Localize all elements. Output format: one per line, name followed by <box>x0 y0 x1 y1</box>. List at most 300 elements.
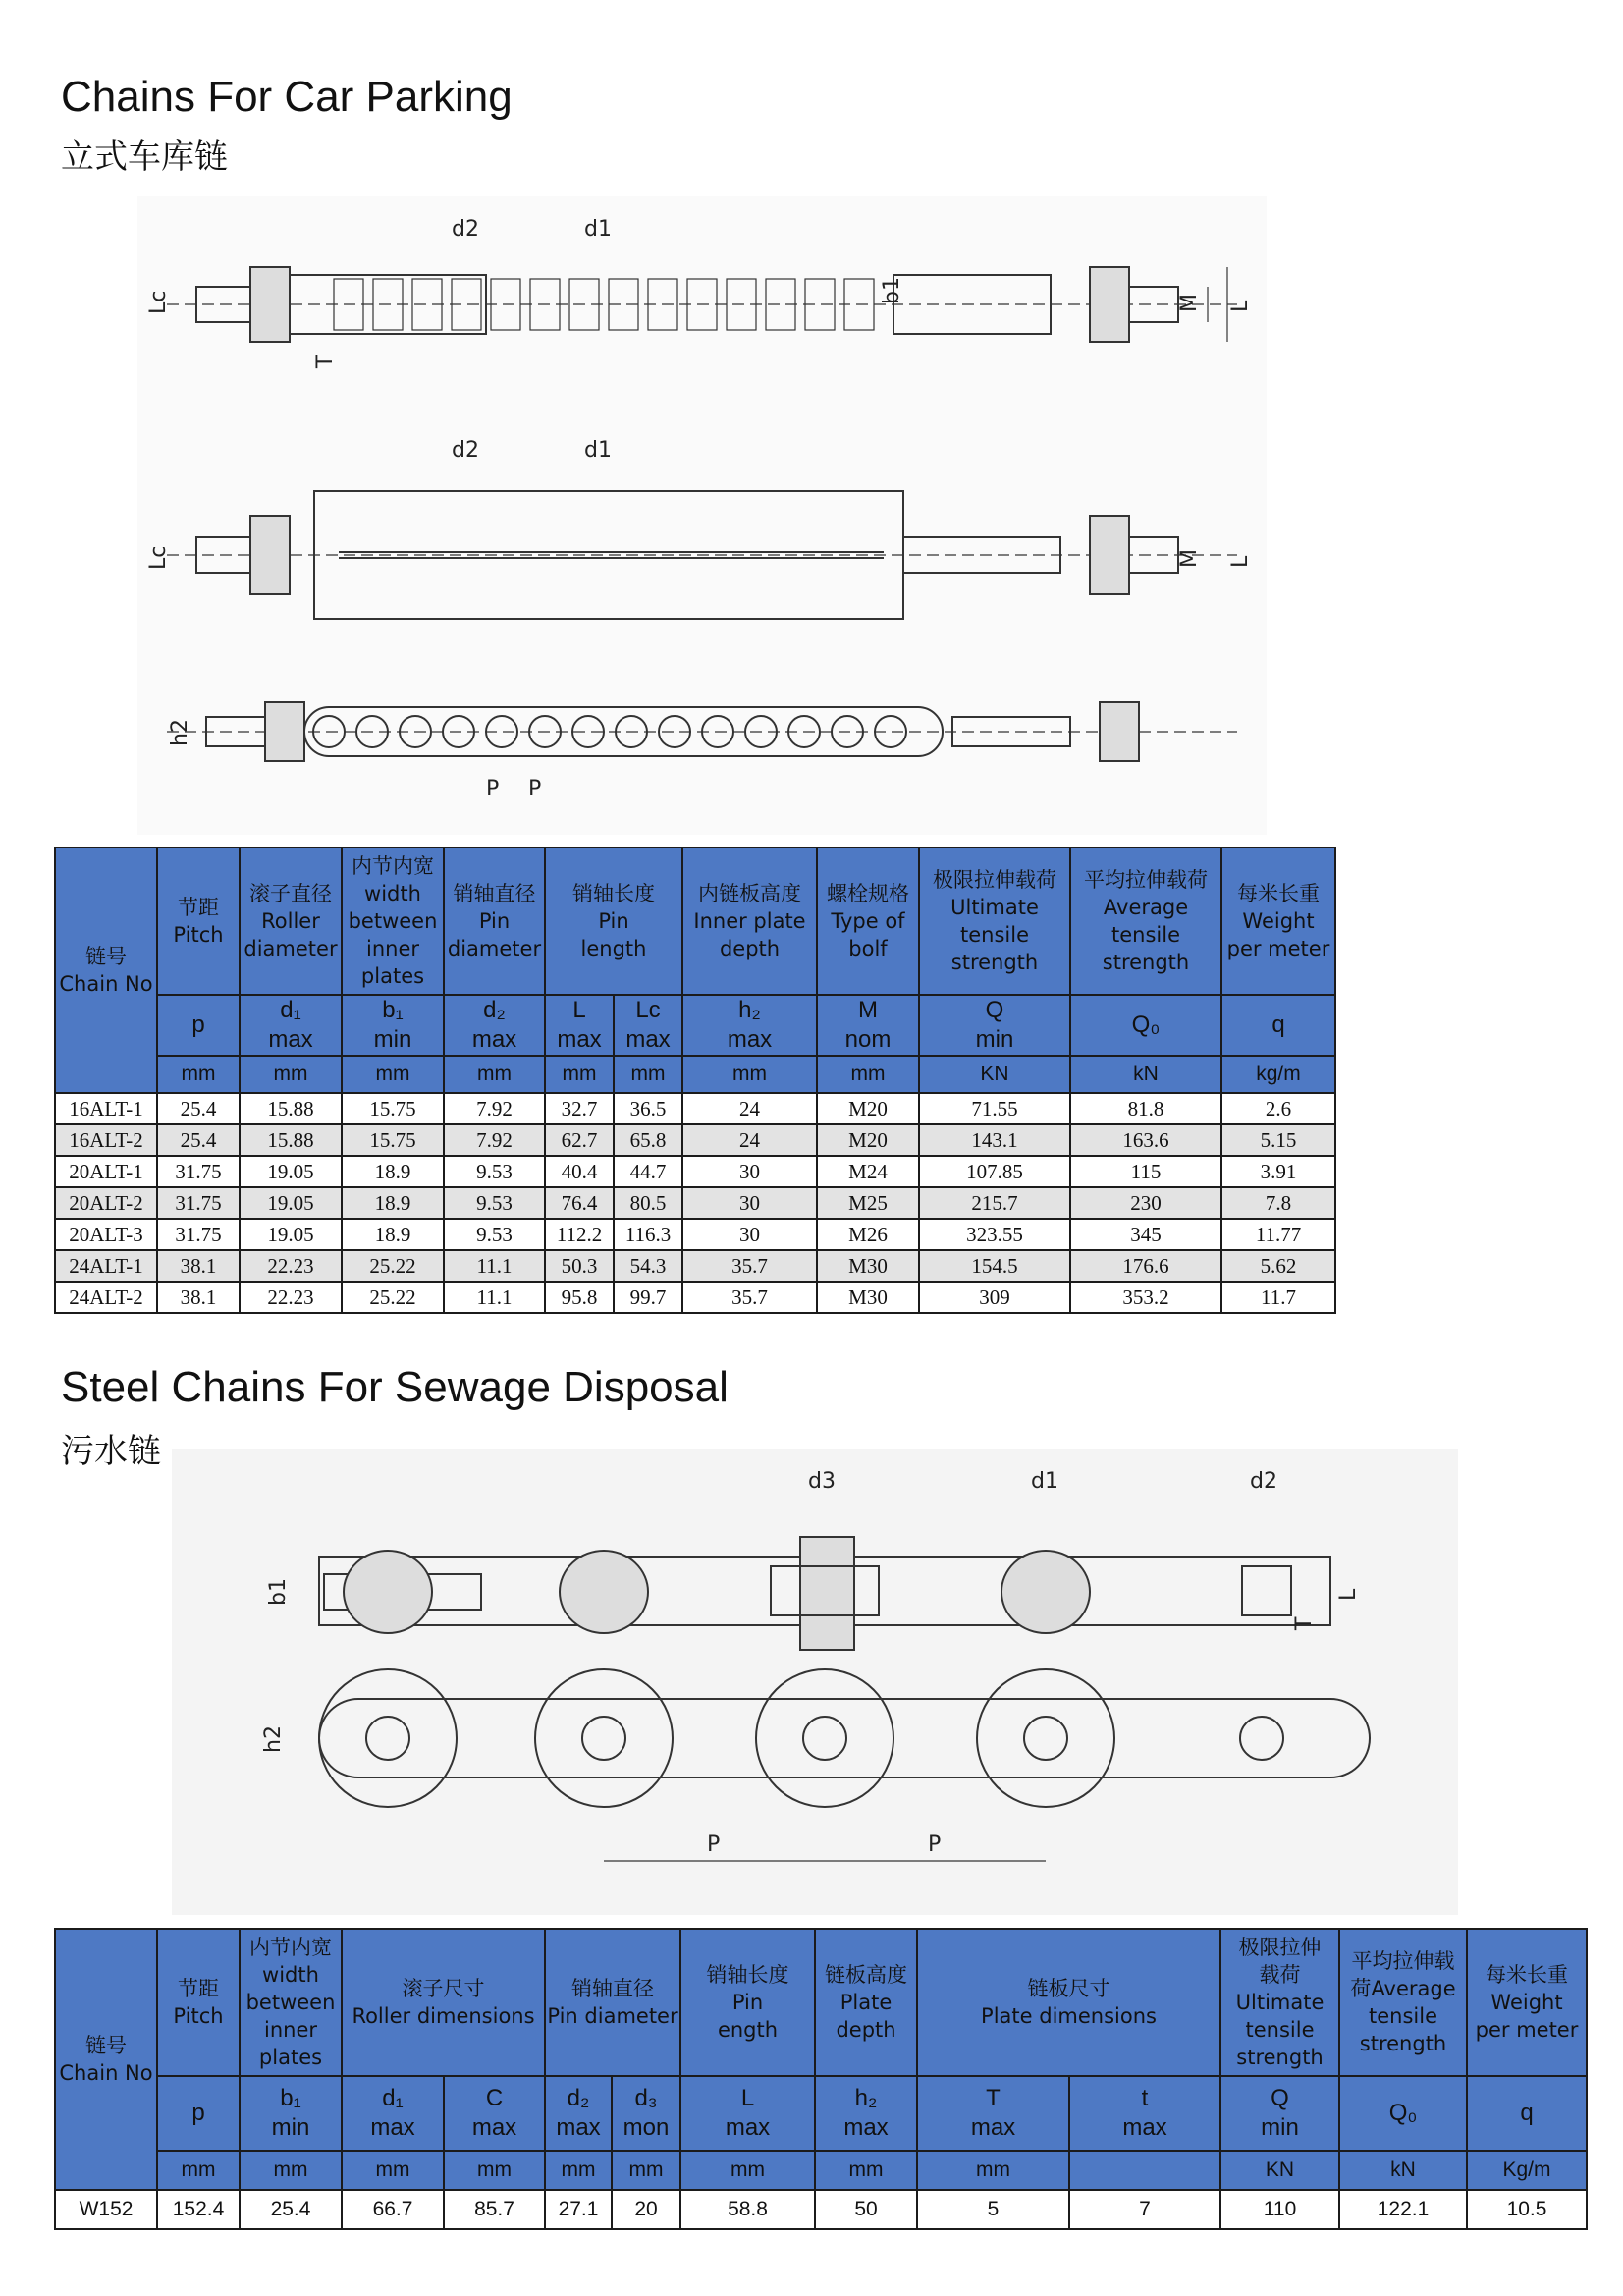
column-header-line: 螺栓规格 <box>827 882 909 905</box>
symbol-header-line: t <box>1141 2085 1149 2111</box>
column-header-line: between <box>348 909 438 933</box>
label-d1-2: d1 <box>584 438 612 463</box>
value-cell: 345 <box>1070 1219 1221 1250</box>
value-cell: 24 <box>682 1124 817 1156</box>
column-header-line: plates <box>360 964 425 988</box>
symbol-header <box>817 995 919 1056</box>
label-L: L <box>1228 300 1253 312</box>
symbol-header-line: T <box>986 2085 1001 2111</box>
column-header-line: between <box>245 1991 336 2014</box>
symbol-header <box>157 995 240 1056</box>
value-cell: M25 <box>817 1187 919 1219</box>
column-header-line: 平均拉伸载 <box>1351 1949 1455 1973</box>
column-header-line: ength <box>717 2018 779 2042</box>
value-cell: 50 <box>815 2190 917 2229</box>
symbol-header-line: max <box>471 1026 517 1053</box>
value-cell: 58.8 <box>680 2190 815 2229</box>
column-header-line: Ultimate <box>950 896 1039 919</box>
value-cell: 31.75 <box>157 1219 240 1250</box>
value-cell: 7.92 <box>444 1124 545 1156</box>
symbol-header <box>680 2076 815 2151</box>
column-header-line: tensile <box>960 923 1029 947</box>
value-cell: 25.22 <box>342 1282 444 1313</box>
column-header-line: diameter <box>243 937 338 960</box>
value-cell: 2.6 <box>1221 1093 1335 1124</box>
label-Lc-2: Lc <box>146 545 171 570</box>
value-cell: M26 <box>817 1219 919 1250</box>
column-header-line: 每米长重 <box>1237 882 1320 905</box>
symbol-header-line: d₂ <box>483 997 506 1023</box>
value-cell: 353.2 <box>1070 1282 1221 1313</box>
unit-cell: mm <box>614 1056 682 1093</box>
chain-no-cell: 24ALT-1 <box>55 1250 157 1282</box>
symbol-header-line: max <box>471 2114 517 2141</box>
value-cell: 19.05 <box>240 1219 342 1250</box>
label-d2: d2 <box>452 217 479 242</box>
value-cell: 71.55 <box>919 1093 1070 1124</box>
chain-no-header <box>55 847 157 1093</box>
column-header-line: 平均拉伸载荷 <box>1084 868 1208 892</box>
column-header <box>1467 1929 1587 2076</box>
symbol-header-line: Q₀ <box>1388 2100 1418 2126</box>
column-header-line: 内节内宽 <box>249 1936 332 1959</box>
symbol-header-line: d₁ <box>280 997 301 1023</box>
symbol-header <box>682 995 817 1056</box>
column-header-line: plates <box>258 2046 323 2069</box>
table-row <box>55 1124 1335 1156</box>
label-d2-2: d2 <box>452 438 479 463</box>
column-header-line: width <box>364 882 421 905</box>
table-row <box>55 1187 1335 1219</box>
value-cell: 30 <box>682 1156 817 1187</box>
value-cell: 176.6 <box>1070 1250 1221 1282</box>
section1-subtitle: 立式车库链 <box>61 137 228 177</box>
symbol-header-line: min <box>271 2114 310 2141</box>
header-row <box>55 1929 1587 2076</box>
value-cell: 76.4 <box>545 1187 614 1219</box>
unit-cell: KN <box>1220 2151 1339 2190</box>
value-cell: 22.23 <box>240 1250 342 1282</box>
column-header-line: 滚子尺寸 <box>402 1977 485 2000</box>
column-header-line: strength <box>1236 2046 1324 2069</box>
column-header-line: Type of <box>831 909 905 933</box>
value-cell: 11.7 <box>1221 1282 1335 1313</box>
value-cell: 35.7 <box>682 1282 817 1313</box>
value-cell: M30 <box>817 1250 919 1282</box>
column-header-line: Ultimate <box>1235 1991 1325 2014</box>
column-header-line: tensile <box>1369 2004 1438 2028</box>
column-header <box>917 1929 1220 2076</box>
column-header <box>1220 1929 1339 2076</box>
symbol-header-line: b₁ <box>382 997 404 1023</box>
unit-cell: kN <box>1070 1056 1221 1093</box>
unit-cell: mm <box>240 2151 342 2190</box>
column-header-line: tensile <box>1245 2018 1315 2042</box>
symbol-header-line: max <box>843 2114 889 2141</box>
column-header-line: diameter <box>447 937 542 960</box>
unit-cell: kN <box>1339 2151 1467 2190</box>
column-header-line: 极限拉伸 <box>1238 1936 1322 1959</box>
symbol-header-line: Q <box>1271 2085 1289 2111</box>
symbol-header <box>1467 2076 1587 2151</box>
symbol-row <box>55 2076 1587 2151</box>
column-header <box>157 847 240 995</box>
column-header-line: Plate <box>839 1991 893 2014</box>
chain-no-cell: 16ALT-2 <box>55 1124 157 1156</box>
symbol-header-line: Q <box>985 997 1004 1023</box>
chain-no-cell: 20ALT-1 <box>55 1156 157 1187</box>
column-header-line: strength <box>1359 2032 1447 2055</box>
symbol-header-line: max <box>625 1026 671 1053</box>
value-cell: 40.4 <box>545 1156 614 1187</box>
column-header-line: 销轴长度 <box>572 882 655 905</box>
value-cell: 11.1 <box>444 1250 545 1282</box>
column-header <box>444 847 545 995</box>
section1-title: Chains For Car Parking <box>61 73 513 121</box>
column-header-line: depth <box>719 937 781 960</box>
value-cell: 7.8 <box>1221 1187 1335 1219</box>
value-cell: 44.7 <box>614 1156 682 1187</box>
value-cell: 54.3 <box>614 1250 682 1282</box>
value-cell: M20 <box>817 1124 919 1156</box>
symbol-header-line: max <box>268 1026 313 1053</box>
column-header-line: 节距 <box>178 896 219 919</box>
value-cell: 19.05 <box>240 1187 342 1219</box>
chain-no-header <box>55 1929 157 2190</box>
table-row <box>55 2190 1587 2229</box>
chain-no-cell: 20ALT-2 <box>55 1187 157 1219</box>
value-cell: 115 <box>1070 1156 1221 1187</box>
symbol-header <box>545 995 614 1056</box>
symbol-header-line: Q₀ <box>1131 1011 1161 1038</box>
column-header-line: 销轴直径 <box>571 1977 654 2000</box>
symbol-header-line: max <box>556 2114 601 2141</box>
column-header-line: per meter <box>1475 2018 1579 2042</box>
label-d3: d3 <box>808 1469 836 1494</box>
column-header-line: 销轴直径 <box>453 882 536 905</box>
value-cell: M30 <box>817 1282 919 1313</box>
value-cell: 30 <box>682 1187 817 1219</box>
column-header <box>817 847 919 995</box>
symbol-header-line: q <box>1271 1011 1285 1038</box>
value-cell: 32.7 <box>545 1093 614 1124</box>
symbol-header <box>545 2076 612 2151</box>
value-cell: 20 <box>612 2190 680 2229</box>
symbol-header-line: p <box>191 1011 205 1038</box>
table-row <box>55 1156 1335 1187</box>
column-header-line: Plate dimensions <box>981 2004 1157 2028</box>
unit-cell: mm <box>917 2151 1069 2190</box>
value-cell: 19.05 <box>240 1156 342 1187</box>
label-P-1: P <box>707 1832 721 1857</box>
column-header-line: width <box>262 1963 319 1987</box>
symbol-header-line: h₂ <box>738 997 761 1023</box>
column-header-line: per meter <box>1226 937 1330 960</box>
section2-title: Steel Chains For Sewage Disposal <box>61 1363 729 1411</box>
column-header-line: Pin <box>478 909 511 933</box>
column-header <box>919 847 1070 995</box>
section2-subtitle: 污水链 <box>61 1432 161 1471</box>
value-cell: 80.5 <box>614 1187 682 1219</box>
value-cell: 18.9 <box>342 1219 444 1250</box>
value-cell: 66.7 <box>342 2190 444 2229</box>
label-d2: d2 <box>1250 1469 1277 1494</box>
symbol-header-line: min <box>373 1026 412 1053</box>
value-cell: 81.8 <box>1070 1093 1221 1124</box>
value-cell: 30 <box>682 1219 817 1250</box>
column-header <box>1221 847 1335 995</box>
chain-no-cell: 16ALT-1 <box>55 1093 157 1124</box>
value-cell: 215.7 <box>919 1187 1070 1219</box>
table-row <box>55 1219 1335 1250</box>
symbol-header-line: L <box>740 2085 755 2111</box>
symbol-header-line: d₂ <box>567 2085 590 2111</box>
value-cell: 25.4 <box>240 2190 342 2229</box>
column-header-line: depth <box>836 2018 896 2042</box>
symbol-header-line: nom <box>844 1026 892 1053</box>
unit-cell: mm <box>240 1056 342 1093</box>
symbol-header <box>342 995 444 1056</box>
unit-cell: mm <box>342 2151 444 2190</box>
column-header <box>545 847 682 995</box>
column-header-line: 节距 <box>178 1977 219 2000</box>
unit-cell: Kg/m <box>1467 2151 1587 2190</box>
value-cell: 15.75 <box>342 1124 444 1156</box>
column-header-line: Weight <box>1242 909 1315 933</box>
column-header-line: Pin <box>598 909 629 933</box>
label-L: L <box>1336 1588 1361 1601</box>
value-cell: 50.3 <box>545 1250 614 1282</box>
column-header <box>240 847 342 995</box>
unit-cell: mm <box>680 2151 815 2190</box>
column-header-line: length <box>580 937 647 960</box>
label-h2: h2 <box>168 719 192 746</box>
unit-cell: mm <box>444 1056 545 1093</box>
symbol-row <box>55 995 1335 1056</box>
label-T: T <box>313 355 338 368</box>
unit-cell: mm <box>817 1056 919 1093</box>
table-row <box>55 1282 1335 1313</box>
column-header-line: strength <box>950 951 1039 974</box>
column-header <box>680 1929 815 2076</box>
symbol-header <box>1069 2076 1220 2151</box>
symbol-header <box>917 2076 1069 2151</box>
value-cell: 36.5 <box>614 1093 682 1124</box>
column-header-line: bolf <box>848 937 888 960</box>
column-header-line: tensile <box>1111 923 1180 947</box>
value-cell: 65.8 <box>614 1124 682 1156</box>
value-cell: 25.4 <box>157 1124 240 1156</box>
column-header-line: Pitch <box>173 923 224 947</box>
value-cell: 230 <box>1070 1187 1221 1219</box>
symbol-header <box>1070 995 1221 1056</box>
column-header-line: 载荷 <box>1259 1963 1301 1987</box>
value-cell: 99.7 <box>614 1282 682 1313</box>
value-cell: M24 <box>817 1156 919 1187</box>
column-header-line: Pin diameter <box>547 2004 678 2028</box>
car-parking-spec-table <box>54 847 1336 1314</box>
value-cell: 143.1 <box>919 1124 1070 1156</box>
unit-row <box>55 1056 1335 1093</box>
symbol-header <box>1339 2076 1467 2151</box>
symbol-header <box>1221 995 1335 1056</box>
value-cell: 5.15 <box>1221 1124 1335 1156</box>
column-header <box>1339 1929 1467 2076</box>
symbol-header-line: L <box>572 997 586 1023</box>
label-h2: h2 <box>261 1725 286 1753</box>
chain-no-header-line: Chain No <box>59 972 153 996</box>
symbol-header-line: min <box>975 1026 1014 1053</box>
chain-no-header-line: Chain No <box>59 2061 153 2085</box>
value-cell: 10.5 <box>1467 2190 1587 2229</box>
symbol-header-line: min <box>1261 2114 1299 2141</box>
column-header-line: Pin <box>731 1991 764 2014</box>
label-d1: d1 <box>584 217 612 242</box>
column-header-line: Inner plate <box>693 909 806 933</box>
value-cell: M20 <box>817 1093 919 1124</box>
column-header <box>342 847 444 995</box>
symbol-header-line: max <box>1122 2114 1167 2141</box>
unit-cell: mm <box>342 1056 444 1093</box>
unit-cell: mm <box>545 1056 614 1093</box>
symbol-header <box>815 2076 917 2151</box>
value-cell: 18.9 <box>342 1156 444 1187</box>
value-cell: 323.55 <box>919 1219 1070 1250</box>
chain-no-header-line: 链号 <box>85 945 127 968</box>
column-header-line: Weight <box>1490 1991 1563 2014</box>
value-cell: 24 <box>682 1093 817 1124</box>
header-row <box>55 847 1335 995</box>
label-P-2: P <box>928 1832 942 1857</box>
column-header-line: Pitch <box>173 2004 224 2028</box>
unit-cell: mm <box>612 2151 680 2190</box>
symbol-header-line: max <box>557 1026 602 1053</box>
label-d1: d1 <box>1031 1469 1058 1494</box>
symbol-header <box>919 995 1070 1056</box>
value-cell: 112.2 <box>545 1219 614 1250</box>
symbol-header-line: max <box>727 1026 773 1053</box>
value-cell: 9.53 <box>444 1187 545 1219</box>
value-cell: 154.5 <box>919 1250 1070 1282</box>
column-header-line: Average <box>1103 896 1189 919</box>
value-cell: 27.1 <box>545 2190 612 2229</box>
label-L-2: L <box>1228 555 1253 568</box>
symbol-header-line: max <box>370 2114 415 2141</box>
symbol-header-line: h₂ <box>854 2085 878 2111</box>
value-cell: 11.77 <box>1221 1219 1335 1250</box>
symbol-header <box>1220 2076 1339 2151</box>
chain-no-cell: 20ALT-3 <box>55 1219 157 1250</box>
value-cell: 35.7 <box>682 1250 817 1282</box>
value-cell: 116.3 <box>614 1219 682 1250</box>
value-cell: 152.4 <box>157 2190 240 2229</box>
value-cell: 31.75 <box>157 1156 240 1187</box>
symbol-header-line: C <box>485 2085 504 2111</box>
column-header-line: Roller dimensions <box>352 2004 535 2028</box>
chain-no-header-line: 链号 <box>85 2034 127 2057</box>
symbol-header <box>240 2076 342 2151</box>
unit-cell: kg/m <box>1221 1056 1335 1093</box>
symbol-header <box>157 2076 240 2151</box>
symbol-header-line: d₁ <box>382 2085 404 2111</box>
chain-no-cell: 24ALT-2 <box>55 1282 157 1313</box>
label-b1: b1 <box>880 277 904 304</box>
label-b1: b1 <box>266 1578 291 1606</box>
value-cell: 15.88 <box>240 1093 342 1124</box>
unit-cell: mm <box>815 2151 917 2190</box>
unit-row <box>55 2151 1587 2190</box>
chain-no-cell: W152 <box>55 2190 157 2229</box>
column-header-line: 极限拉伸载荷 <box>933 868 1056 892</box>
car-parking-chain-drawing <box>137 196 1267 835</box>
value-cell: 110 <box>1220 2190 1339 2229</box>
symbol-header-line: M <box>858 997 878 1023</box>
label-M: M <box>1177 294 1202 312</box>
column-header-line: 荷Average <box>1350 1977 1456 2000</box>
value-cell: 95.8 <box>545 1282 614 1313</box>
value-cell: 9.53 <box>444 1219 545 1250</box>
column-header <box>240 1929 342 2076</box>
unit-cell: mm <box>157 1056 240 1093</box>
label-Lc: Lc <box>146 290 171 314</box>
value-cell: 5 <box>917 2190 1069 2229</box>
symbol-header-line: max <box>725 2114 771 2141</box>
value-cell: 22.23 <box>240 1282 342 1313</box>
value-cell: 25.4 <box>157 1093 240 1124</box>
unit-cell <box>1069 2151 1220 2190</box>
value-cell: 38.1 <box>157 1282 240 1313</box>
value-cell: 62.7 <box>545 1124 614 1156</box>
label-M-2: M <box>1177 549 1202 568</box>
value-cell: 163.6 <box>1070 1124 1221 1156</box>
column-header <box>157 1929 240 2076</box>
column-header-line: 每米长重 <box>1486 1963 1569 1987</box>
value-cell: 31.75 <box>157 1187 240 1219</box>
unit-cell: mm <box>444 2151 545 2190</box>
sewage-spec-table <box>54 1928 1588 2230</box>
value-cell: 38.1 <box>157 1250 240 1282</box>
column-header-line: 链板高度 <box>825 1963 907 1987</box>
label-P-1: P <box>486 777 500 801</box>
value-cell: 11.1 <box>444 1282 545 1313</box>
symbol-header-line: b₁ <box>280 2085 301 2111</box>
symbol-header <box>240 995 342 1056</box>
value-cell: 5.62 <box>1221 1250 1335 1282</box>
value-cell: 15.75 <box>342 1093 444 1124</box>
column-header-line: 滚子直径 <box>249 882 332 905</box>
symbol-header-line: p <box>191 2100 205 2126</box>
column-header <box>1070 847 1221 995</box>
symbol-header-line: q <box>1520 2100 1534 2126</box>
column-header <box>342 1929 545 2076</box>
value-cell: 122.1 <box>1339 2190 1467 2229</box>
symbol-header <box>612 2076 680 2151</box>
column-header-line: inner <box>263 2018 317 2042</box>
table-row <box>55 1093 1335 1124</box>
symbol-header-line: mon <box>622 2114 670 2141</box>
value-cell: 3.91 <box>1221 1156 1335 1187</box>
symbol-header <box>444 995 545 1056</box>
column-header-line: 内节内宽 <box>352 854 434 878</box>
value-cell: 7.92 <box>444 1093 545 1124</box>
column-header-line: 链板尺寸 <box>1027 1977 1110 2000</box>
column-header-line: strength <box>1102 951 1190 974</box>
value-cell: 25.22 <box>342 1250 444 1282</box>
column-header <box>815 1929 917 2076</box>
symbol-header-line: Lc <box>635 997 661 1023</box>
value-cell: 9.53 <box>444 1156 545 1187</box>
label-P-2: P <box>528 777 542 801</box>
